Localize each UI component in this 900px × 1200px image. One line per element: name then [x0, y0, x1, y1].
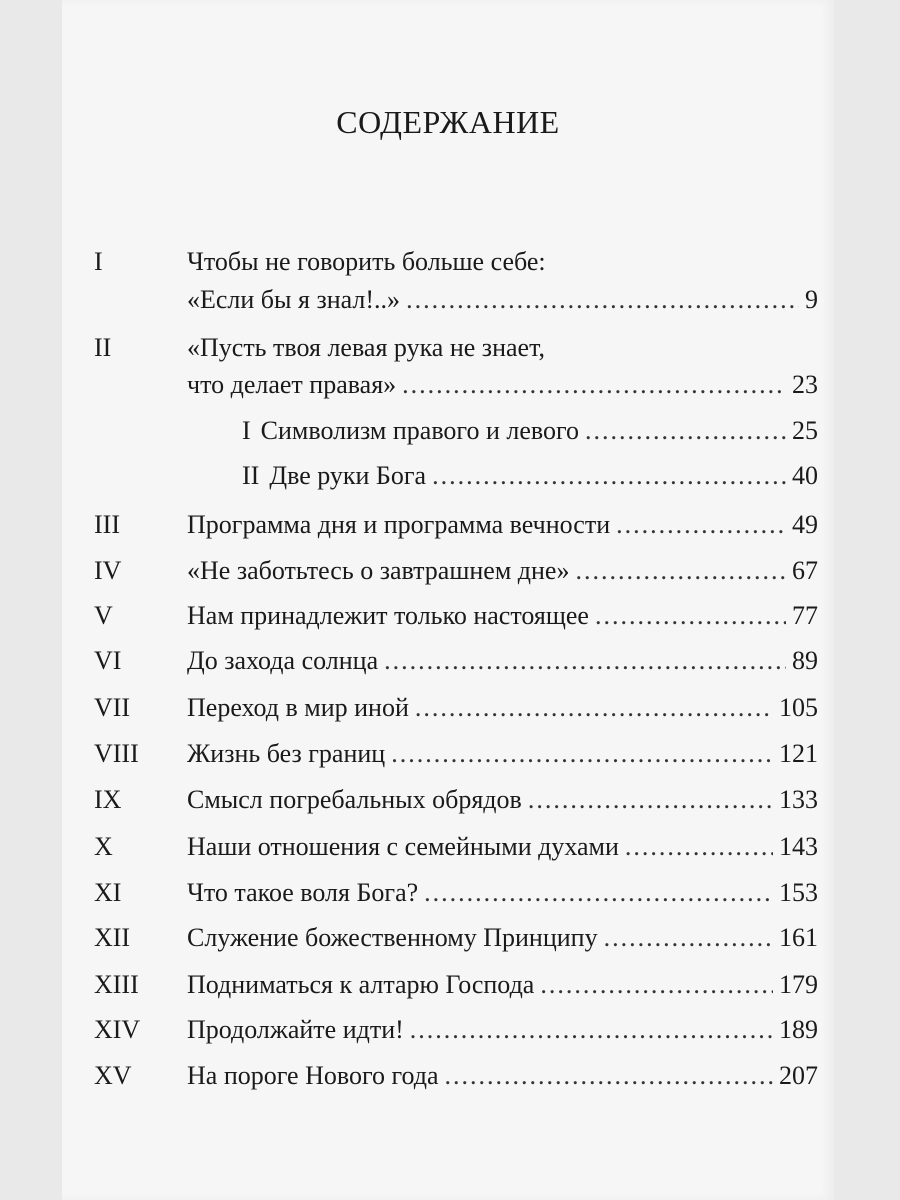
page-number: 25 — [792, 416, 818, 445]
chapter-number: XI — [94, 878, 122, 907]
chapter-title-line2: «Если бы я знал!..» — [187, 285, 401, 314]
page-number: 161 — [779, 923, 818, 952]
leader-dots — [424, 877, 773, 909]
chapter-title: Подниматься к алтарю Господа — [187, 970, 535, 999]
chapter-title: Нам принадлежит только настоящее — [187, 601, 589, 630]
page-number: 77 — [792, 601, 818, 630]
chapter-title: Переход в мир иной — [187, 693, 409, 722]
chapter-number: V — [94, 601, 113, 630]
chapter-number: XIV — [94, 1015, 141, 1044]
leader-dots — [402, 369, 786, 401]
leader-dots — [445, 1060, 773, 1092]
page-number: 189 — [779, 1015, 818, 1044]
chapter-title: До захода солнца — [187, 646, 379, 675]
leader-dots — [384, 645, 786, 677]
chapter-number: XII — [94, 923, 131, 952]
book-page — [62, 0, 834, 1200]
chapter-number: IX — [94, 785, 122, 814]
page-number: 143 — [779, 832, 818, 861]
toc-entry — [187, 555, 818, 587]
chapter-title: Чтобы не говорить больше себе: — [187, 247, 546, 276]
toc-entry — [187, 600, 818, 632]
chapter-number: XIII — [94, 970, 139, 999]
chapter-title: «Пусть твоя левая рука не знает, — [187, 333, 545, 362]
leader-dots — [406, 284, 799, 316]
toc-entry — [187, 784, 818, 816]
page-number: 67 — [792, 556, 818, 585]
chapter-number: XV — [94, 1061, 132, 1090]
toc-entry — [187, 738, 818, 770]
leader-dots — [432, 460, 786, 492]
chapter-title: Продолжайте идти! — [187, 1015, 404, 1044]
toc-subentry — [242, 460, 818, 492]
toc-entry — [187, 1014, 818, 1046]
subsection-number: I — [242, 416, 251, 445]
table-of-contents — [62, 0, 834, 1200]
leader-dots — [604, 922, 773, 954]
chapter-number: III — [94, 510, 120, 539]
chapter-title: Жизнь без границ — [187, 739, 386, 768]
page-number: 153 — [779, 878, 818, 907]
chapter-title: «Не заботьтесь о завтрашнем дне» — [187, 556, 570, 585]
page-number: 89 — [792, 646, 818, 675]
chapter-title: Служение божественному Принципу — [187, 923, 598, 952]
page-number: 9 — [805, 285, 818, 314]
page-number: 49 — [792, 510, 818, 539]
toc-entry — [187, 692, 818, 724]
page-number: 40 — [792, 461, 818, 490]
leader-dots — [410, 1014, 773, 1046]
chapter-number: I — [94, 247, 103, 276]
toc-entry — [187, 509, 818, 541]
chapter-number: VII — [94, 693, 131, 722]
toc-entry — [187, 969, 818, 1001]
leader-dots — [595, 600, 786, 632]
toc-entry — [187, 369, 818, 401]
page-title: СОДЕРЖАНИЕ — [336, 104, 560, 140]
page-number: 207 — [779, 1061, 818, 1090]
page-number: 121 — [779, 739, 818, 768]
subsection-title: Две руки Бога — [269, 461, 427, 490]
toc-entry — [187, 645, 818, 677]
toc-entry — [187, 922, 818, 954]
subsection-number: II — [242, 461, 260, 490]
toc-entry — [187, 831, 818, 863]
leader-dots — [616, 509, 786, 541]
chapter-title: Что такое воля Бога? — [187, 878, 419, 907]
chapter-title: На пороге Нового года — [187, 1061, 439, 1090]
chapter-title-line1 — [187, 246, 546, 278]
toc-entry — [187, 284, 818, 316]
chapter-title-line1 — [187, 332, 545, 364]
page-number: 133 — [779, 785, 818, 814]
leader-dots — [625, 831, 773, 863]
page-number: 105 — [779, 693, 818, 722]
chapter-number: VI — [94, 646, 122, 675]
leader-dots — [575, 555, 786, 587]
chapter-title: Смысл погребальных обрядов — [187, 785, 522, 814]
chapter-number: II — [94, 333, 112, 362]
leader-dots — [391, 738, 773, 770]
page-number: 179 — [779, 970, 818, 999]
toc-subentry — [242, 415, 818, 447]
chapter-title: Программа дня и программа вечности — [187, 510, 611, 539]
toc-entry — [187, 1060, 818, 1092]
leader-dots — [528, 784, 773, 816]
leader-dots — [415, 692, 773, 724]
leader-dots — [585, 415, 786, 447]
subsection-title: Символизм правого и левого — [260, 416, 579, 445]
chapter-title-line2: что делает правая» — [187, 370, 397, 399]
toc-entry — [187, 877, 818, 909]
page-number: 23 — [792, 370, 818, 399]
chapter-title: Наши отношения с семейными духами — [187, 832, 619, 861]
chapter-number: VIII — [94, 739, 139, 768]
leader-dots — [540, 969, 773, 1001]
chapter-number: IV — [94, 556, 122, 585]
chapter-number: X — [94, 832, 113, 861]
